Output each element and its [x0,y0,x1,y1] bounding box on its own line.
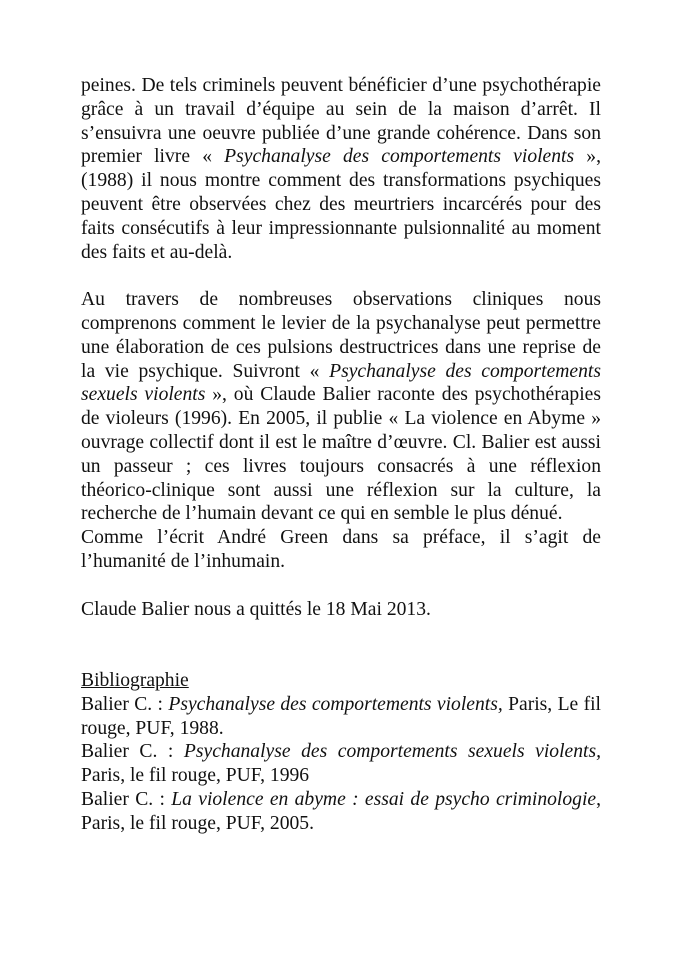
text-segment: Au travers de nombreuses observations cliniques nous comprenons comment le levier de la psychanalyse peut permettre une élaboration de ces pulsions destructrices dans une reprise de la vie psychique. Suivront « [81,289,601,382]
bibliography-entry [81,788,601,836]
paragraph-clinical-observations [81,288,601,526]
reference-author: Balier C. : [81,788,172,810]
document-page [81,74,601,836]
reference-author: Balier C. : [81,741,184,763]
text-segment: », où Claude Balier raconte des psychothérapies de violeurs (1996). En 2005, il publie « La violence en Abyme » ouvrage collectif dont il est le maître d’œuvre. Cl. Balier est aussi un passeur ; ces livres toujours consacrés à une réflexion théorico-clinique sont aussi une réflexion sur la culture, la recherche de l’humain devant ce qui en semble le plus dénué. [81,384,601,525]
text-segment: peines. De tels criminels peuvent bénéficier d’une psychothérapie grâce à un travail d’équipe au sein de la maison d’arrêt. Il s’ensuivra une oeuvre publiée d’une grande cohérence. Dans son premier livre « [81,75,601,168]
death-notice: Claude Balier nous a quittés le 18 Mai 2013. [81,598,431,620]
bibliography-entry [81,740,601,788]
paragraph-first-book [81,74,601,264]
paragraph-spacer [81,264,601,288]
reference-work: La violence en abyme : essai de psycho criminologie [171,788,597,810]
reference-publication: Paris, Le fil rouge, PUF, 1988. [81,693,602,739]
paragraph-spacer [81,574,601,598]
section-spacer [81,621,601,669]
reference-author: Balier C. : [81,693,169,715]
text-segment: Comme l’écrit André Green dans sa préface, il s’agit de l’humanité de l’inhumain. [81,527,601,572]
paragraph-green-quote [81,526,601,574]
bibliography-entry [81,693,601,741]
reference-publication: Paris, le fil rouge, PUF, 1996 [81,765,310,787]
text-segment: », (1988) il nous montre comment des transformations psychiques peuvent être observées chez des meurtriers incarcérés pour des faits consécutifs à leur impressionnante pulsionnalité au moment des faits et au-delà. [81,146,601,263]
bibliography-title: Bibliographie [81,669,189,691]
book-title: Psychanalyse des comportements sexuels violents [81,360,601,406]
reference-publication: , Paris, le fil rouge, PUF, 2005. [81,788,601,834]
book-title: Psychanalyse des comportements violents [224,146,575,168]
reference-work: Psychanalyse des comportements violents, [168,693,503,715]
reference-work: Psychanalyse des comportements sexuels violents, [183,741,601,763]
